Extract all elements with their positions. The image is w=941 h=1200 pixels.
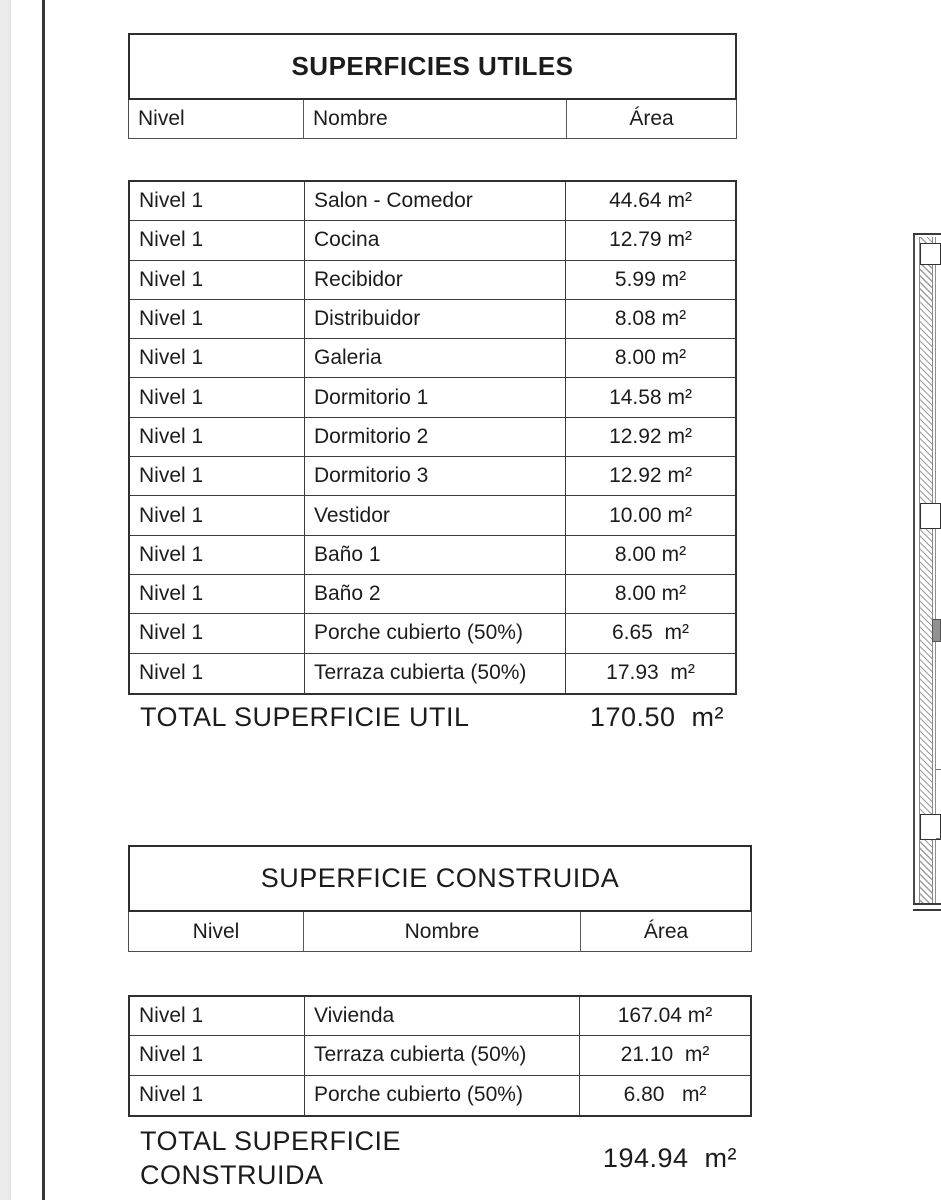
construida-total-label: TOTAL SUPERFICIE CONSTRUIDA	[140, 1125, 402, 1191]
cell-nivel: Nivel 1	[130, 654, 305, 693]
cell-area: 8.00 m²	[614, 346, 687, 370]
cell-nivel: Nivel 1	[130, 261, 305, 299]
superficies-utiles-table	[128, 33, 737, 736]
cell-nombre: Terraza cubierta (50%)	[305, 1036, 580, 1074]
sheet-border-line	[42, 0, 45, 1200]
cell-area: 17.93 m²	[606, 661, 695, 685]
cell-nombre: Galeria	[305, 339, 566, 377]
cell-nivel: Nivel 1	[130, 182, 305, 220]
table-row	[130, 261, 735, 300]
wall-joint-marks	[936, 769, 941, 839]
utiles-table-body	[128, 180, 737, 695]
wall-pier-icon	[932, 619, 941, 642]
wall-end-cap	[913, 903, 941, 911]
table-row	[130, 536, 735, 575]
cell-nivel: Nivel 1	[130, 997, 305, 1035]
construida-header-nombre: Nombre	[304, 912, 581, 951]
cell-nombre: Dormitorio 3	[305, 457, 566, 495]
cell-area: 12.92 m²	[609, 464, 692, 488]
cell-area: 167.04 m²	[617, 1004, 713, 1028]
cell-nivel: Nivel 1	[130, 221, 305, 259]
cell-nombre: Vestidor	[305, 496, 566, 534]
construida-total-value: 194.94 m²	[602, 1142, 737, 1173]
wall-section-fragment	[913, 233, 941, 911]
window-opening-icon	[920, 503, 941, 529]
cell-area: 12.79 m²	[609, 228, 692, 252]
cell-area: 21.10 m²	[620, 1043, 710, 1067]
cell-nivel: Nivel 1	[130, 1036, 305, 1074]
cell-nivel: Nivel 1	[130, 575, 305, 613]
cell-nivel: Nivel 1	[130, 378, 305, 416]
superficie-construida-table	[128, 845, 752, 1193]
cell-nivel: Nivel 1	[130, 300, 305, 338]
cell-area: 5.99 m²	[614, 267, 687, 291]
cell-nivel: Nivel 1	[130, 339, 305, 377]
cell-nombre: Porche cubierto (50%)	[305, 1076, 580, 1115]
cell-nivel: Nivel 1	[130, 457, 305, 495]
table-row	[130, 221, 735, 260]
window-opening-icon	[920, 243, 941, 265]
cell-nombre: Vivienda	[305, 997, 580, 1035]
utiles-total-label: TOTAL SUPERFICIE UTIL	[140, 702, 470, 733]
utiles-header-row	[128, 100, 737, 139]
cell-area: 6.65 m²	[611, 621, 690, 645]
cell-area: 6.80 m²	[623, 1083, 707, 1107]
table-row	[130, 457, 735, 496]
cell-nivel: Nivel 1	[130, 614, 305, 652]
table-row	[130, 1036, 750, 1075]
table-row	[130, 378, 735, 417]
cell-nivel: Nivel 1	[130, 418, 305, 456]
wall-hatch-fill	[919, 237, 933, 906]
utiles-total-row	[128, 700, 737, 736]
cell-nombre: Dormitorio 1	[305, 378, 566, 416]
cell-nombre: Baño 1	[305, 536, 566, 574]
utiles-total-value: 170.50 m²	[589, 702, 724, 733]
table-row	[130, 575, 735, 614]
cell-nombre: Porche cubierto (50%)	[305, 614, 566, 652]
construida-table-title: SUPERFICIE CONSTRUIDA	[128, 845, 752, 912]
table-row	[130, 614, 735, 653]
cell-nombre: Distribuidor	[305, 300, 566, 338]
cell-area: 44.64 m²	[609, 189, 692, 213]
construida-header-nivel: Nivel	[129, 912, 304, 951]
utiles-table-title: SUPERFICIES UTILES	[128, 33, 737, 100]
utiles-header-nivel: Nivel	[129, 100, 304, 138]
cell-nivel: Nivel 1	[130, 1076, 305, 1115]
utiles-header-nombre: Nombre	[304, 100, 567, 138]
cell-area: 8.00 m²	[614, 542, 687, 566]
cell-area: 8.08 m²	[614, 307, 687, 331]
table-row	[130, 182, 735, 221]
table-row	[130, 339, 735, 378]
table-row	[130, 654, 735, 693]
construida-header-row	[128, 912, 752, 952]
table-row	[130, 418, 735, 457]
cell-area: 12.92 m²	[609, 424, 692, 448]
cell-nombre: Terraza cubierta (50%)	[305, 654, 566, 693]
cell-area: 10.00 m²	[609, 503, 692, 527]
cell-area: 8.00 m²	[614, 582, 687, 606]
utiles-header-area: Área	[629, 107, 674, 130]
table-row	[130, 1076, 750, 1115]
construida-header-area: Área	[643, 919, 689, 943]
cell-nivel: Nivel 1	[130, 536, 305, 574]
construida-total-row	[128, 1124, 752, 1193]
table-row	[130, 997, 750, 1036]
construida-table-body	[128, 995, 752, 1117]
cell-nivel: Nivel 1	[130, 496, 305, 534]
page-edge-strip	[0, 0, 11, 1200]
wall-outer-line	[913, 235, 915, 911]
table-row	[130, 300, 735, 339]
cell-nombre: Cocina	[305, 221, 566, 259]
cell-nombre: Dormitorio 2	[305, 418, 566, 456]
cell-nombre: Baño 2	[305, 575, 566, 613]
cell-nombre: Salon - Comedor	[305, 182, 566, 220]
cell-area: 14.58 m²	[609, 385, 692, 409]
table-row	[130, 496, 735, 535]
cell-nombre: Recibidor	[305, 261, 566, 299]
